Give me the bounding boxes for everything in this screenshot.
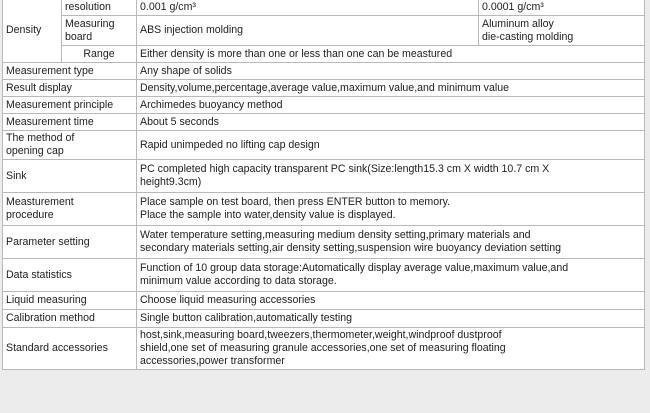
row-value-line: Single button calibration,automatically testing	[140, 312, 352, 324]
row-value-line: Any shape of solids	[140, 64, 232, 77]
row-label-line: Measurement principle	[6, 98, 114, 111]
row-value	[137, 292, 645, 310]
row-value-line: Place the sample into water,density value is displayed.	[140, 209, 396, 221]
row-label-line: Measurement time	[6, 115, 94, 128]
row-label	[3, 131, 137, 160]
row-label-line: Liquid measuring	[6, 294, 87, 306]
row-label-line: opening cap	[6, 145, 64, 157]
table-row	[3, 226, 645, 259]
row-label-line: Standard accessories	[6, 342, 108, 354]
table-row	[3, 114, 645, 131]
row-value-line: Archimedes buoyancy method	[140, 98, 283, 111]
resolution-value-aluminum: 0.0001 g/cm³	[479, 0, 645, 16]
row-value-line: About 5 seconds	[140, 115, 219, 128]
density-label: Density	[3, 0, 62, 63]
row-value-line: Density,volume,percentage,average value,maximum value,and minimum value	[140, 81, 509, 94]
row-label	[3, 80, 137, 97]
resolution-label: resolution	[62, 0, 137, 16]
row-label	[3, 63, 137, 80]
row-label	[3, 328, 137, 370]
resolution-value-abs: 0.001 g/cm³	[137, 0, 479, 16]
row-value-line: height9.3cm)	[140, 176, 202, 188]
table-row	[3, 80, 645, 97]
row-value	[137, 328, 645, 370]
row-value	[137, 114, 645, 131]
row-label	[3, 97, 137, 114]
row-value-line: Water temperature setting,measuring medium density setting,primary materials and	[140, 229, 531, 241]
table-row	[3, 292, 645, 310]
row-label	[3, 193, 137, 226]
measuring-board-value-aluminum: Aluminum alloy die-casting molding	[479, 16, 645, 46]
table-row	[3, 310, 645, 328]
row-value-line: Function of 10 group data storage:Automatically display average value,maximum value,and	[140, 262, 569, 274]
table-row	[3, 97, 645, 114]
row-value	[137, 193, 645, 226]
row-value-line: minimum value according to data storage.	[140, 275, 337, 287]
table-row-range	[3, 46, 645, 63]
table-row	[3, 63, 645, 80]
row-value	[137, 160, 645, 193]
table-row	[3, 328, 645, 370]
measuring-board-label: Measuring board	[62, 16, 137, 46]
row-label	[3, 259, 137, 292]
range-label: Range	[62, 46, 137, 63]
row-value	[137, 63, 645, 80]
table-row	[3, 160, 645, 193]
row-value	[137, 131, 645, 160]
table-row-resolution	[3, 0, 645, 16]
row-value-line: accessories,power transformer	[140, 355, 285, 367]
row-label-line: Result display	[6, 81, 72, 94]
row-label-line: Measurement type	[6, 64, 94, 77]
spec-table-container	[2, 0, 644, 370]
row-value	[137, 310, 645, 328]
row-value	[137, 80, 645, 97]
row-value	[137, 259, 645, 292]
row-value-line: Choose liquid measuring accessories	[140, 294, 316, 306]
row-label	[3, 160, 137, 193]
row-label	[3, 114, 137, 131]
row-value-line: Rapid unimpeded no lifting cap design	[140, 138, 320, 151]
row-value	[137, 97, 645, 114]
page-bottom-edge	[0, 406, 650, 413]
row-label	[3, 310, 137, 328]
row-value-line: Place sample on test board, then press ENTER button to memory.	[140, 196, 451, 208]
table-row-measuring-board	[3, 16, 645, 46]
measuring-board-value-abs: ABS injection molding	[137, 16, 479, 46]
row-label-line: Sink	[6, 169, 27, 182]
row-label-line: The method of	[6, 132, 75, 144]
row-value-line: host,sink,measuring board,tweezers,thermometer,weight,windproof dustproof	[140, 329, 502, 341]
table-row	[3, 193, 645, 226]
row-label-line: Data statistics	[6, 268, 72, 281]
row-label-line: Calibration method	[6, 312, 95, 324]
table-row	[3, 131, 645, 160]
table-row	[3, 259, 645, 292]
row-label-line: Parameter setting	[6, 235, 90, 248]
row-value-line: PC completed high capacity transparent PC sink(Size:length15.3 cm X width 10.7 cm X	[140, 163, 550, 175]
row-label-line: Measturement	[6, 196, 74, 208]
range-value: Either density is more than one or less than one can be meastured	[137, 46, 645, 63]
spec-table	[2, 0, 645, 370]
row-value	[137, 226, 645, 259]
row-label	[3, 226, 137, 259]
row-label	[3, 292, 137, 310]
row-label-line: procedure	[6, 209, 54, 221]
row-value-line: shield,one set of measuring granule accessories,one set of measuring floating	[140, 342, 506, 354]
row-value-line: secondary materials setting,air density setting,suspension wire buoyancy deviation setting	[140, 242, 562, 254]
